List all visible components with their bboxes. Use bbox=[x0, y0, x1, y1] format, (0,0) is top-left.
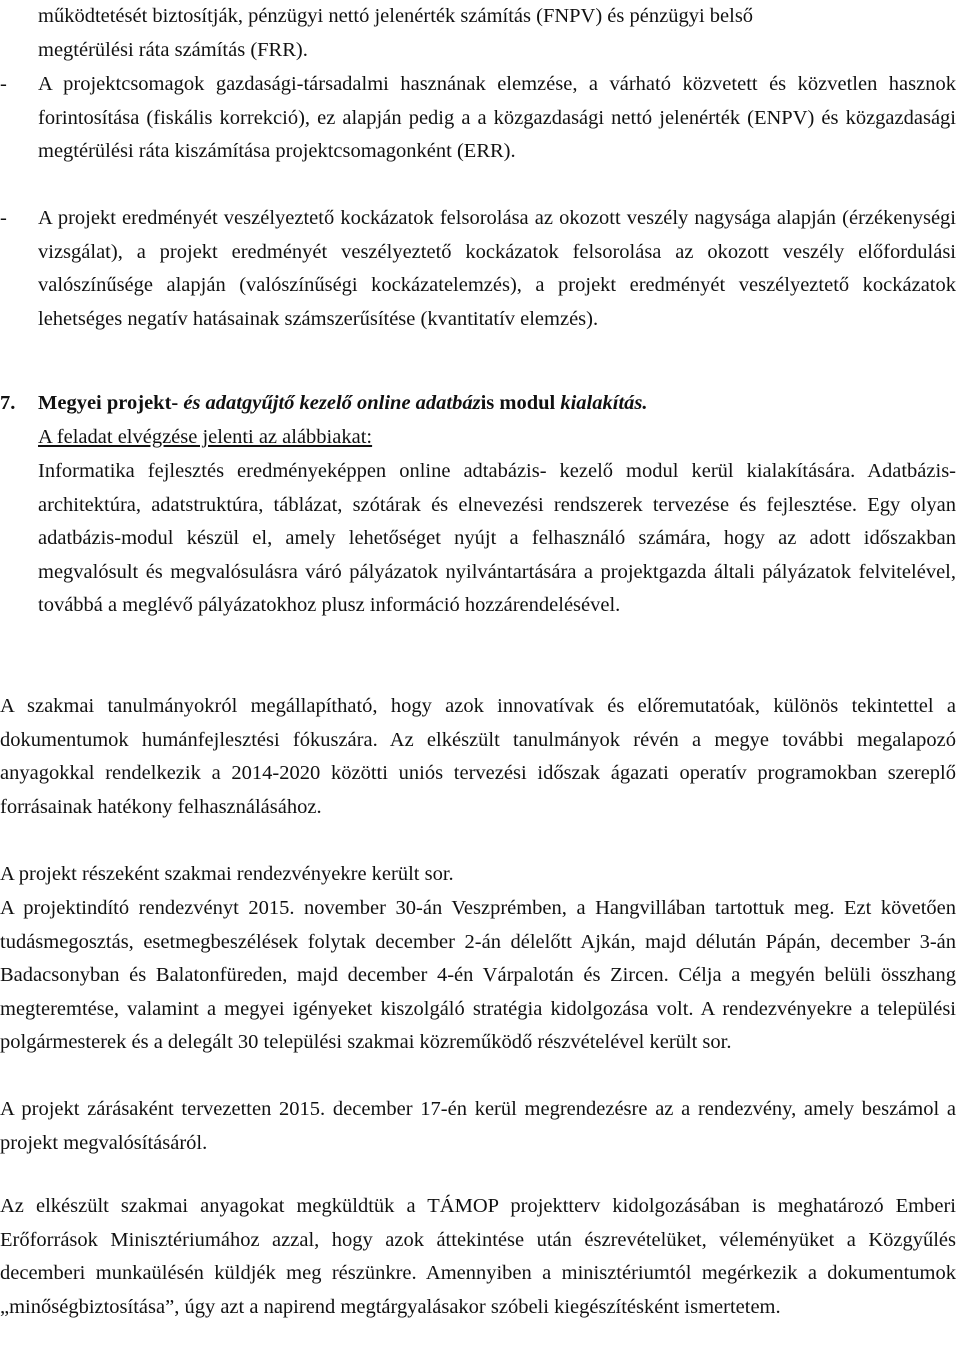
paragraph-studies: A szakmai tanulmányokról megállapítható, hogy azok innovatívak és előremutatóak, különös tekintettel a dokumentumok humánfejlesztési fókuszára. Az elkészült tanulmányok révén a megye további megalapozó anyagokkal rendelkezik a 2014-2020 közötti uniós tervezési időszak ágazati operatív programokban szereplő forrásainak hatékony felhasználásához. bbox=[0, 695, 956, 818]
section-number: 7. bbox=[0, 392, 16, 414]
bullet-risk-analysis: A projekt eredményét veszélyeztető kockázatok felsorolása az okozott veszély nagysága alapján (érzékenységi vizsgálat), a projekt eredményét veszélyeztető kockázatok felsorolása az okozott veszély előfordulási valószínűsége alapján (valószínűségi kockázatelemzés), a projekt eredményét veszélyeztető kockázatok lehetséges negatív hatásainak számszerűsítése (kvantitatív elemzés). bbox=[38, 207, 956, 330]
bullet-cost-benefit: A projektcsomagok gazdasági-társadalmi hasznának elemzése, a várható közvetett és közvetlen hasznok forintosítása (fiskális korrekció), ez alapján pedig a a közgazdasági nettó jelenérték (ENPV) és közgazdasági megtérülési ráta kiszámítása projektcsomagonként (ERR). bbox=[38, 73, 956, 162]
paragraph-ministry: Az elkészült szakmai anyagokat megküldtük a TÁMOP projektterv kidolgozásában is meghatározó Emberi Erőforrások Minisztériumához azzal, hogy azok áttekintése után észrevételüket, véleményüket a Közgyűlés decemberi munkaülésén küldjék meg részünkre. Amennyiben a minisztériumtól megérkezik a dokumentumok „minőségbiztosítása”, úgy azt a napirend megtárgyalásakor szóbeli kiegészítésként ismertetem. bbox=[0, 1195, 956, 1318]
section-title-part4: kialakítás. bbox=[560, 392, 648, 414]
section-subheading: A feladat elvégzése jelenti az alábbiakat: bbox=[38, 426, 373, 448]
bullet-dash: - bbox=[0, 207, 7, 229]
paragraph-closing-event: A projekt zárásaként tervezetten 2015. december 17-én kerül megrendezésre az a rendezvény, amely beszámol a projekt megvalósításáról. bbox=[0, 1098, 956, 1154]
bullet-dash: - bbox=[0, 73, 7, 95]
section-title-part1: Megyei projekt- bbox=[38, 392, 179, 414]
section-7-body: Informatika fejlesztés eredményeképpen online adtabázis- kezelő modul kerül kialakítására. Adatbázis-architektúra, adatstruktúra, táblázat, szótárak és elnevezési rendszerek tervezése és fejlesztése. Egy olyan adatbázis-modul készül el, amely lehetőséget nyújt a felhasználó számára, hogy az adott időszakban megvalósult és megvalósulásra váró pályázatok nyilvántartására a projektgazda általi pályázatok felvitelével, továbbá a meglévő pályázatokhoz plusz információ hozzárendelésével. bbox=[38, 460, 956, 616]
section-7-heading bbox=[0, 387, 960, 421]
section-title-part2: és adatgyűjtő kezelő online adatbáz bbox=[178, 392, 481, 414]
section-title-part3: is modul bbox=[480, 392, 561, 414]
paragraph-events-intro: A projekt részeként szakmai rendezvényekre került sor. bbox=[0, 863, 454, 885]
continuation-line-1: működtetését biztosítják, pénzügyi nettó jelenérték számítás (FNPV) és pénzügyi belső bbox=[38, 5, 754, 27]
continuation-line-2: megtérülési ráta számítás (FRR). bbox=[38, 39, 308, 61]
paragraph-events-details: A projektindító rendezvényt 2015. november 30-án Veszprémben, a Hangvillában tartottuk meg. Ezt követően tudásmegosztás, esetmegbeszélések folytak december 2-án délelőtt Ajkán, majd délután Pápán, december 3-án Badacsonyban és Balatonfüreden, majd december 4-én Várpalotán és Zircen. Célja a megyén belüli összhang megteremtése, valamint a megyei igényeket kiszolgáló stratégia kidolgozása volt. A rendezvényekre a települési polgármesterek és a delegált 30 települési szakmai közreműködő részvételével került sor. bbox=[0, 897, 956, 1053]
